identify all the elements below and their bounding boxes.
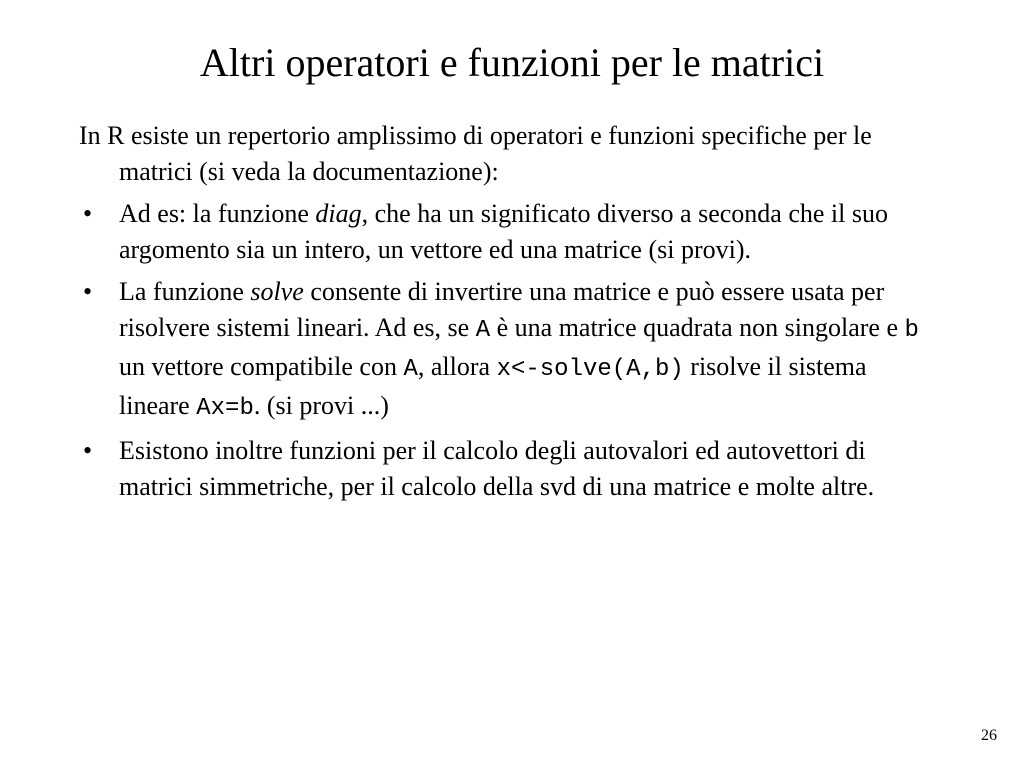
bullet-text: è una matrice quadrata non singolare e	[490, 313, 905, 342]
bullet-text: Ad es: la funzione	[119, 199, 316, 228]
bullet-text: un vettore compatibile con	[119, 352, 404, 381]
bullet-text: . (si provi ...)	[253, 391, 389, 420]
slide-title: Altri operatori e funzioni per le matrici	[199, 40, 825, 85]
bullet-text: Esistono inoltre funzioni per il calcolo degli autovalori ed autovettori di matrici simmetriche, per il calcolo della svd di una matrice e molte altre.	[119, 436, 875, 501]
bullet-item-eigen	[79, 433, 929, 505]
bullet-dot-icon: •	[83, 436, 93, 465]
bullet-dot-icon: •	[83, 277, 93, 306]
page-number: 26	[981, 727, 997, 744]
bullet-item-solve	[79, 274, 929, 427]
bullet-text: , allora	[417, 352, 497, 381]
bullet-dot-icon: •	[83, 199, 93, 228]
code-vector-b: b	[904, 317, 919, 344]
code-matrix-a: A	[403, 356, 418, 383]
bullet-item-diag	[79, 196, 929, 268]
bullet-text: , che ha un significato diverso a seconda che il suo argomento sia un intero, un vettore ed una matrice (si provi).	[119, 199, 888, 264]
function-name-diag: diag	[315, 199, 362, 228]
bullet-text: consente di invertire una matrice e può essere usata per risolvere sistemi lineari. Ad es, se	[119, 277, 885, 342]
code-solve-call: x<-solve(A,b)	[496, 356, 684, 383]
bullet-text: risolve il sistema lineare	[119, 352, 867, 420]
intro-paragraph: In R esiste un repertorio amplissimo di operatori e funzioni specifiche per le matrici (si veda la documentazione):	[79, 121, 872, 186]
code-linear-system: Ax=b	[196, 395, 254, 422]
function-name-solve: solve	[250, 277, 304, 306]
bullet-text: La funzione	[119, 277, 251, 306]
slide-body	[79, 118, 929, 511]
code-matrix-a: A	[475, 317, 491, 344]
